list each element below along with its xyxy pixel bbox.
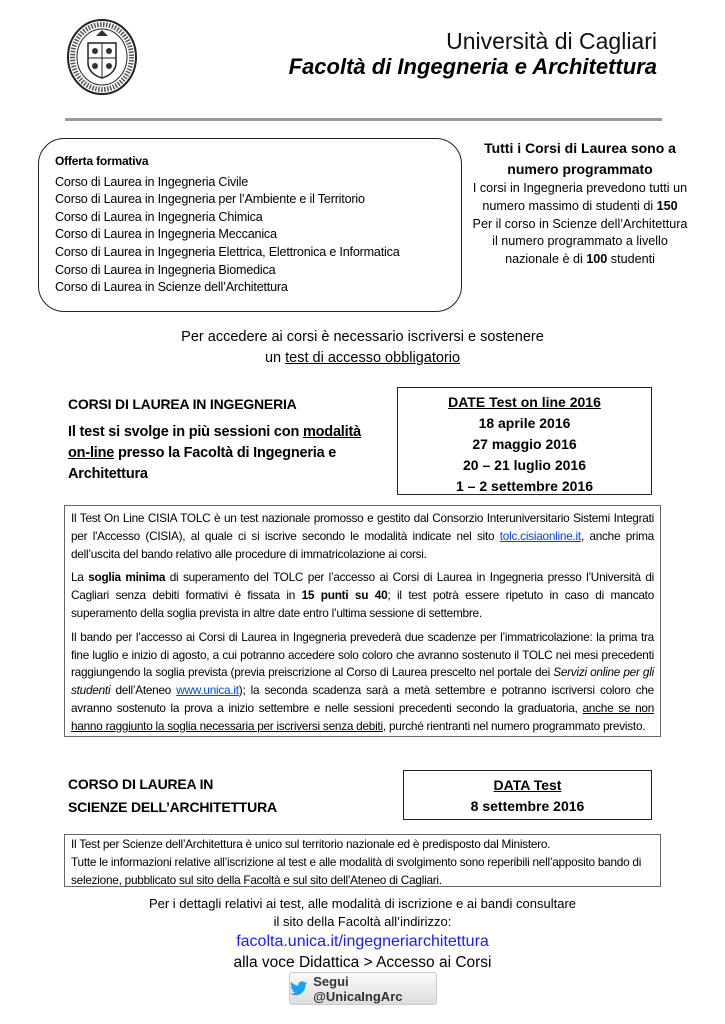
access-line-1: Per accedere ai corsi è necessario iscriversi e sostenere: [181, 329, 544, 345]
engineering-dates-box: [397, 387, 652, 495]
test-date: 8 settembre 2016: [470, 798, 585, 814]
offer-box: [38, 138, 462, 312]
engineering-subheading: [68, 422, 378, 485]
engineering-info-box: [64, 505, 661, 737]
course-item: Corso di Laurea in Scienze dell’Architettura: [55, 280, 288, 295]
text: , purché rientranti nel numero programmato previsto.: [382, 718, 646, 733]
course-item: Corso di Laurea in Ingegneria per l’Ambiente e il Territorio: [55, 192, 365, 207]
engineering-max: 150: [656, 198, 678, 213]
course-item: Corso di Laurea in Ingegneria Meccanica: [55, 227, 277, 242]
twitter-label: Segui @UnicaIngArc: [313, 973, 403, 1004]
access-line-2: [0, 350, 725, 366]
header-divider: [65, 118, 662, 121]
info-line: Tutte le informazioni relative all’iscrizione al test e alle modalità di svolgimento sono reperibili nell’apposito bando di selezione, pubblicato sul sito della Facoltà e sul sito dell’Ateneo di Cagliari.: [71, 854, 642, 887]
cisia-link[interactable]: tolc.cisiaonline.it: [499, 528, 581, 543]
architecture-date-box: [403, 770, 652, 820]
enrollment-limits: [470, 138, 690, 269]
text: Il test si svolge in più sessioni con: [68, 424, 303, 440]
text: dell’Ateneo: [110, 683, 177, 698]
architecture-max: 100: [586, 252, 608, 267]
text: Per il corso in Scienze dell’Architettura il numero programmato a livello nazionale è di: [472, 216, 688, 267]
engineering-heading: CORSI DI LAUREA IN INGEGNERIA: [68, 396, 297, 412]
text: , anche prima dell’uscita del bando relativo alle procedure di immatricolazione ai corsi.: [71, 528, 654, 561]
date-title: DATA Test: [493, 777, 562, 793]
limits-title: Tutti i Corsi di Laurea sono a numero programmato: [484, 140, 676, 177]
info-paragraph: [71, 629, 654, 736]
threshold: 15 punti su 40: [301, 588, 388, 603]
text: Il Test On Line CISIA TOLC è un test nazionale promosso e gestito dal Consorzio Interuniversitario Sistemi Integrati per l'Accesso (CISIA), al quale ci si iscrive secondo le modalità indicate nel sito: [71, 511, 654, 543]
text: Servizi online per gli studenti: [71, 665, 654, 698]
course-item: Corso di Laurea in Ingegneria Biomedica: [55, 262, 276, 277]
faculty-name: Facoltà di Ingegneria e Architettura: [288, 54, 657, 79]
test-date: 20 – 21 luglio 2016: [463, 457, 586, 473]
text: studenti: [607, 252, 655, 267]
course-item: Corso di Laurea in Ingegneria Civile: [55, 174, 249, 189]
online-mode: modalità on-line: [68, 424, 361, 461]
text: un: [264, 350, 286, 366]
footer-line-2: il sito della Facoltà all’indirizzo:: [273, 914, 452, 929]
text: anche se non hanno raggiunto la soglia necessaria per iscriversi senza debiti: [71, 700, 655, 733]
text: I corsi in Ingegneria prevedono tutti un numero massimo di studenti di: [472, 181, 688, 213]
mandatory-test: test di accesso obbligatorio: [285, 350, 461, 366]
architecture-heading-1: CORSO DI LAUREA IN: [68, 776, 214, 792]
test-date: 1 – 2 settembre 2016: [456, 478, 593, 494]
info-line: Il Test per Scienze dell’Architettura è unico sul territorio nazionale ed è predisposto dal Ministero.: [71, 837, 551, 851]
test-date: 27 maggio 2016: [472, 436, 577, 452]
text: soglia minima: [88, 570, 166, 585]
text: ); la seconda scadenza sarà a metà settembre e potranno iscriversi coloro che avranno sostenuto la prova a inizio settembre e nelle sessioni precedenti secondo la graduatoria,: [71, 683, 654, 715]
architecture-info-box: [64, 834, 661, 887]
text: Il bando per l’accesso ai Corsi di Laurea in Ingegneria prevederà due scadenze per l’immatricolazione: la prima tra fine luglio e inizio di agosto, a cui potranno accedere solo coloro che avranno sostenuto il TOLC nei mesi precedenti raggiungendo la soglia prevista (previa preiscrizione al Corso di Laurea prescelto nel portale dei: [71, 629, 654, 680]
text: presso la Facoltà di Ingegneria e Architettura: [68, 445, 337, 482]
text: La: [71, 570, 89, 585]
footer-line-1: Per i dettagli relativi ai test, alle modalità di iscrizione e ai bandi consultare: [148, 896, 577, 911]
info-paragraph: [71, 569, 654, 622]
test-date: 18 aprile 2016: [478, 415, 571, 431]
university-name: Università di Cagliari: [446, 28, 657, 54]
footer-line-3: alla voce Didattica > Accesso ai Corsi: [233, 954, 492, 971]
text: di superamento del TOLC per l’accesso ai Corsi di Laurea in Ingegneria presso l’Università di Cagliari senza debiti formativi è fissata in: [71, 570, 654, 603]
info-paragraph: [71, 510, 654, 563]
faculty-url-link[interactable]: facolta.unica.it/ingegneriarchitettura: [236, 933, 489, 950]
unica-link[interactable]: www.unica.it: [176, 683, 239, 698]
course-item: Corso di Laurea in Ingegneria Chimica: [55, 209, 263, 224]
limits-architecture: [470, 216, 690, 269]
university-seal-logo: [66, 18, 138, 96]
twitter-follow-button[interactable]: [289, 972, 437, 1005]
twitter-bird-icon: [290, 981, 307, 996]
course-item: Corso di Laurea in Ingegneria Elettrica, Elettronica e Informatica: [55, 244, 400, 259]
limits-engineering: [470, 180, 690, 216]
text: ; il test potrà essere ripetuto in caso di mancato superamento della soglia prevista in altre date entro l’ultima sessione di settembre.: [71, 588, 655, 620]
offer-title: Offerta formativa: [55, 154, 149, 168]
architecture-heading-2: SCIENZE DELL’ARCHITETTURA: [68, 799, 277, 815]
dates-title: DATE Test on line 2016: [448, 394, 601, 410]
